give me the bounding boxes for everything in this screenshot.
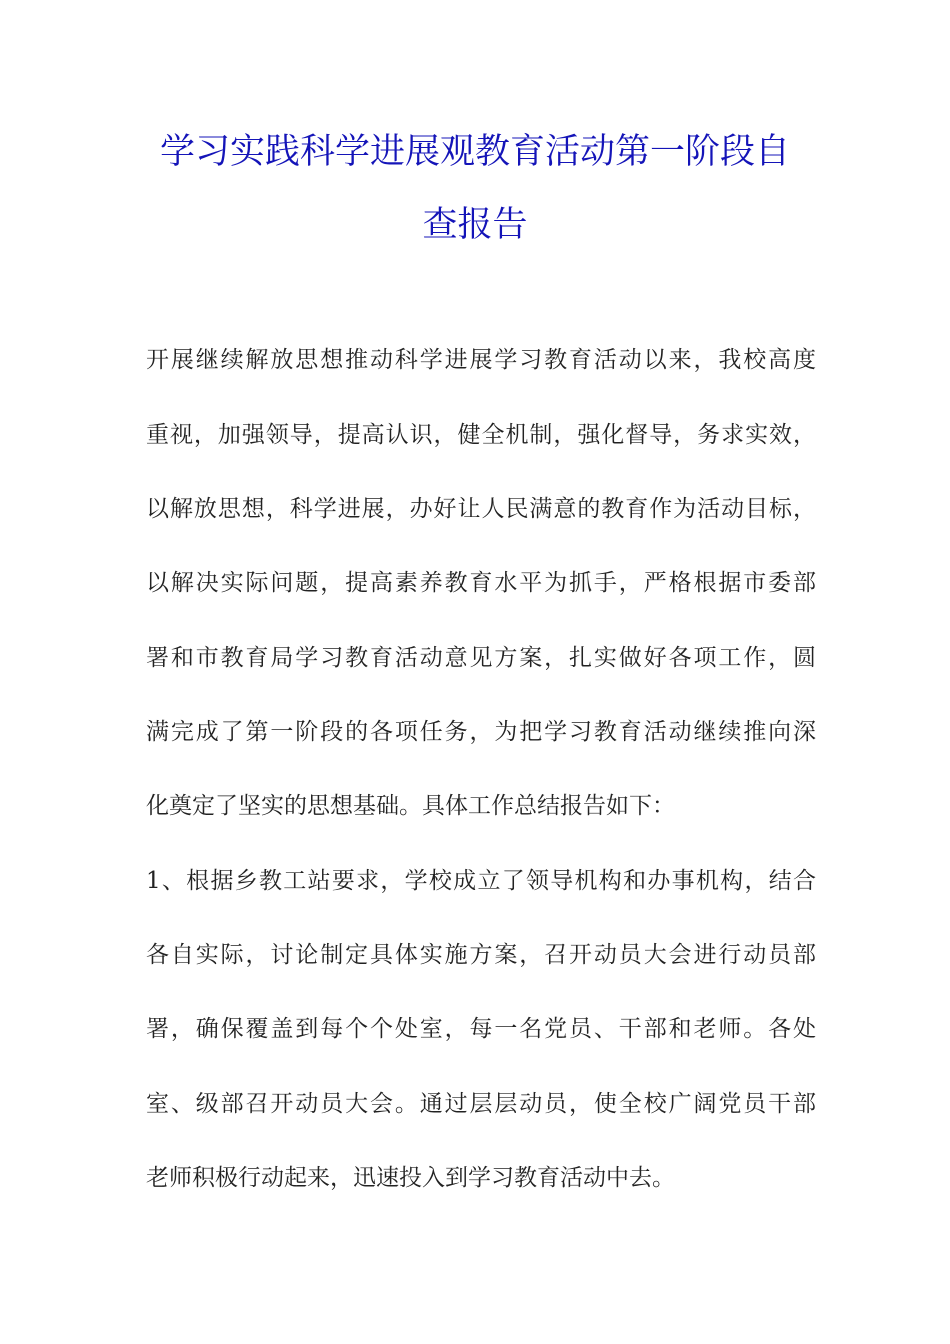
paragraph-line: 老师积极行动起来，迅速投入到学习教育活动中去。 <box>146 1165 675 1191</box>
paragraph-line: 开展继续解放思想推动科学进展学习教育活动以来，我校高度 <box>146 347 816 373</box>
paragraph-line: 重视，加强领导，提高认识，健全机制，强化督导，务求实效， <box>146 422 816 448</box>
paragraph-line: 以解决实际问题，提高素养教育水平为抓手，严格根据市委部 <box>146 570 816 596</box>
paragraph-line: 室、级部召开动员大会。通过层层动员，使全校广阔党员干部 <box>146 1091 816 1117</box>
paragraph-line: 以解放思想，科学进展，办好让人民满意的教育作为活动目标， <box>146 496 816 522</box>
paragraph-line: 化奠定了坚实的思想基础。具体工作总结报告如下： <box>146 793 675 819</box>
document-title-line-2: 查报告 <box>422 205 528 245</box>
paragraph-line: 各自实际，讨论制定具体实施方案，召开动员大会进行动员部 <box>146 942 816 968</box>
paragraph-line: 满完成了第一阶段的各项任务，为把学习教育活动继续推向深 <box>146 719 816 745</box>
document-title-line-1: 学习实践科学进展观教育活动第一阶段自 <box>159 132 790 172</box>
paragraph-line: 1、根据乡教工站要求，学校成立了领导机构和办事机构，结合 <box>146 868 816 894</box>
paragraph-line: 署，确保覆盖到每个个处室，每一名党员、干部和老师。各处 <box>146 1016 816 1042</box>
paragraph-line: 署和市教育局学习教育活动意见方案，扎实做好各项工作，圆 <box>146 645 816 671</box>
